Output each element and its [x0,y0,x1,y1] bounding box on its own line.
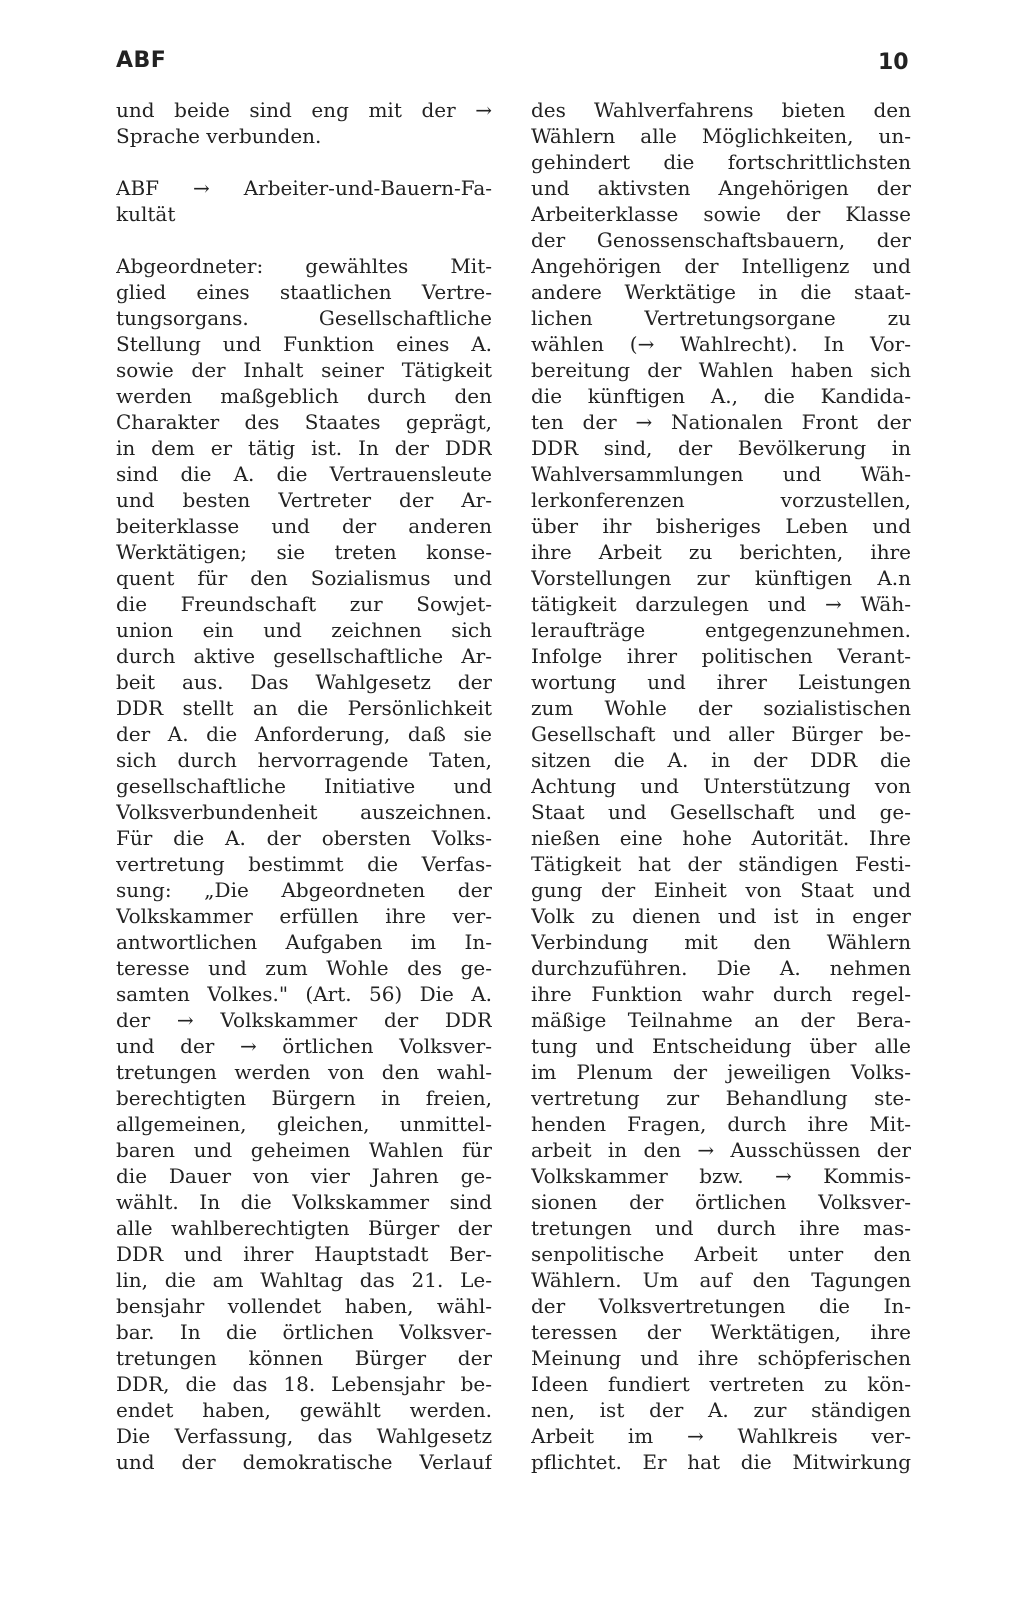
text-line: gesellschaftliche Initiative und [116,774,492,798]
text-line: arbeit in den → Ausschüssen der [531,1138,911,1162]
text-line: Wählern. Um auf den Tagungen [531,1268,911,1292]
text-line: über ihr bisheriges Leben und [531,514,911,538]
text-line: sung: „Die Abgeordneten der [116,878,492,902]
text-line: werden maßgeblich durch den [116,384,492,408]
text-line: Abgeordneter: gewähltes Mit- [116,254,492,278]
text-line: Volkskammer bzw. → Kommis- [531,1164,911,1188]
text-line: gehindert die fortschrittlichsten [531,150,911,174]
text-line: sich durch hervorragende Taten, [116,748,492,772]
text-line: union ein und zeichnen sich [116,618,492,642]
text-line: alle wahlberechtigten Bürger der [116,1216,492,1240]
text-line: tungsorgans. Gesellschaftliche [116,306,492,330]
left-column [116,97,492,1475]
running-head-keyword: ABF [116,48,167,73]
text-line: durchzuführen. Die A. nehmen [531,956,911,980]
text-line: kultät [116,202,176,226]
text-line: tretungen können Bürger der [116,1346,492,1370]
text-line: tung und Entscheidung über alle [531,1034,911,1058]
text-line: in dem er tätig ist. In der DDR [116,436,492,460]
text-line: allgemeinen, gleichen, unmittel- [116,1112,492,1136]
text-line: ABF → Arbeiter-und-Bauern-Fa- [116,176,492,200]
text-line: lichen Vertretungsorgane zu [531,306,911,330]
text-line: Vorstellungen zur künftigen A.n [531,566,911,590]
text-line: Achtung und Unterstützung von [531,774,911,798]
text-line: endet haben, gewählt werden. [116,1398,492,1422]
text-line: nießen eine hohe Autorität. Ihre [531,826,911,850]
text-line: die künftigen A., die Kandida- [531,384,911,408]
text-line: Ideen fundiert vertreten zu kön- [531,1372,911,1396]
text-line: Staat und Gesellschaft und ge- [531,800,911,824]
right-column [531,97,911,1475]
text-line: Meinung und ihre schöpferischen [531,1346,911,1370]
text-line: bar. In die örtlichen Volksver- [116,1320,492,1344]
text-line: Angehörigen der Intelligenz und [531,254,911,278]
text-line: lerkonferenzen vorzustellen, [531,488,911,512]
text-line: DDR und ihrer Hauptstadt Ber- [116,1242,492,1266]
text-line: beit aus. Das Wahlgesetz der [116,670,492,694]
text-line: tretungen und durch ihre mas- [531,1216,911,1240]
text-line: antwortlichen Aufgaben im In- [116,930,492,954]
text-line: henden Fragen, durch ihre Mit- [531,1112,911,1136]
text-line: DDR, die das 18. Lebensjahr be- [116,1372,492,1396]
text-line: zum Wohle der sozialistischen [531,696,911,720]
text-line: andere Werktätige in die staat- [531,280,911,304]
text-line: Volksverbundenheit auszeichnen. [116,800,492,824]
text-line: und beide sind eng mit der → [116,98,492,122]
text-line: ten der → Nationalen Front der [531,410,911,434]
text-line: wählen (→ Wahlrecht). In Vor- [531,332,911,356]
text-line: Verbindung mit den Wählern [531,930,911,954]
text-line: wählt. In die Volkskammer sind [116,1190,492,1214]
page-number: 10 [878,50,909,75]
text-line: senpolitische Arbeit unter den [531,1242,911,1266]
text-line: der Volksvertretungen die In- [531,1294,911,1318]
text-line: quent für den Sozialismus und [116,566,492,590]
text-line: Die Verfassung, das Wahlgesetz [116,1424,492,1448]
text-line: im Plenum der jeweiligen Volks- [531,1060,911,1084]
text-line: Arbeit im → Wahlkreis ver- [531,1424,911,1448]
text-line: durch aktive gesellschaftliche Ar- [116,644,492,668]
text-line: berechtigten Bürgern in freien, [116,1086,492,1110]
text-line: Sprache verbunden. [116,124,322,148]
text-line: der → Volkskammer der DDR [116,1008,492,1032]
text-line: und der → örtlichen Volksver- [116,1034,492,1058]
text-line: der A. die Anforderung, daß sie [116,722,492,746]
text-line: nen, ist der A. zur ständigen [531,1398,911,1422]
text-line: vertretung zur Behandlung ste- [531,1086,911,1110]
text-line: wortung und ihrer Leistungen [531,670,911,694]
text-line: leraufträge entgegenzunehmen. [531,618,911,642]
text-line: Volkskammer erfüllen ihre ver- [116,904,492,928]
text-line: Arbeiterklasse sowie der Klasse [531,202,911,226]
text-line: Für die A. der obersten Volks- [116,826,492,850]
text-line: Wahlversammlungen und Wäh- [531,462,911,486]
text-line: ihre Arbeit zu berichten, ihre [531,540,911,564]
text-line: teresse und zum Wohle des ge- [116,956,492,980]
text-line: Werktätigen; sie treten konse- [116,540,492,564]
text-line: teressen der Werktätigen, ihre [531,1320,911,1344]
text-line: und aktivsten Angehörigen der [531,176,911,200]
text-line: glied eines staatlichen Vertre- [116,280,492,304]
text-line: lin, die am Wahltag das 21. Le- [116,1268,492,1292]
text-line: tätigkeit darzulegen und → Wäh- [531,592,911,616]
text-line: beiterklasse und der anderen [116,514,492,538]
text-line: Stellung und Funktion eines A. [116,332,492,356]
text-line: Volk zu dienen und ist in enger [531,904,911,928]
text-line: bereitung der Wahlen haben sich [531,358,911,382]
text-line: die Dauer von vier Jahren ge- [116,1164,492,1188]
text-line: der Genossenschaftsbauern, der [531,228,911,252]
text-line: Gesellschaft und aller Bürger be- [531,722,911,746]
text-line: die Freundschaft zur Sowjet- [116,592,492,616]
text-line: sind die A. die Vertrauensleute [116,462,492,486]
text-line: tretungen werden von den wahl- [116,1060,492,1084]
text-line: Infolge ihrer politischen Verant- [531,644,911,668]
text-line: baren und geheimen Wahlen für [116,1138,492,1162]
paragraph-gap [116,227,492,253]
text-line: und der demokratische Verlauf [116,1450,492,1474]
text-line: gung der Einheit von Staat und [531,878,911,902]
text-line: pflichtet. Er hat die Mitwirkung [531,1450,911,1474]
text-line: sitzen die A. in der DDR die [531,748,911,772]
text-line: Wählern alle Möglichkeiten, un- [531,124,911,148]
text-line: DDR sind, der Bevölkerung in [531,436,911,460]
text-line: ihre Funktion wahr durch regel- [531,982,911,1006]
text-line: Charakter des Staates geprägt, [116,410,492,434]
text-line: Tätigkeit hat der ständigen Festi- [531,852,911,876]
text-line: sionen der örtlichen Volksver- [531,1190,911,1214]
text-line: mäßige Teilnahme an der Bera- [531,1008,911,1032]
paragraph-gap [116,149,492,175]
text-line: sowie der Inhalt seiner Tätigkeit [116,358,492,382]
text-line: samten Volkes." (Art. 56) Die A. [116,982,492,1006]
text-line: und besten Vertreter der Ar- [116,488,492,512]
text-line: des Wahlverfahrens bieten den [531,98,911,122]
text-line: bensjahr vollendet haben, wähl- [116,1294,492,1318]
text-line: DDR stellt an die Persönlichkeit [116,696,492,720]
text-line: vertretung bestimmt die Verfas- [116,852,492,876]
